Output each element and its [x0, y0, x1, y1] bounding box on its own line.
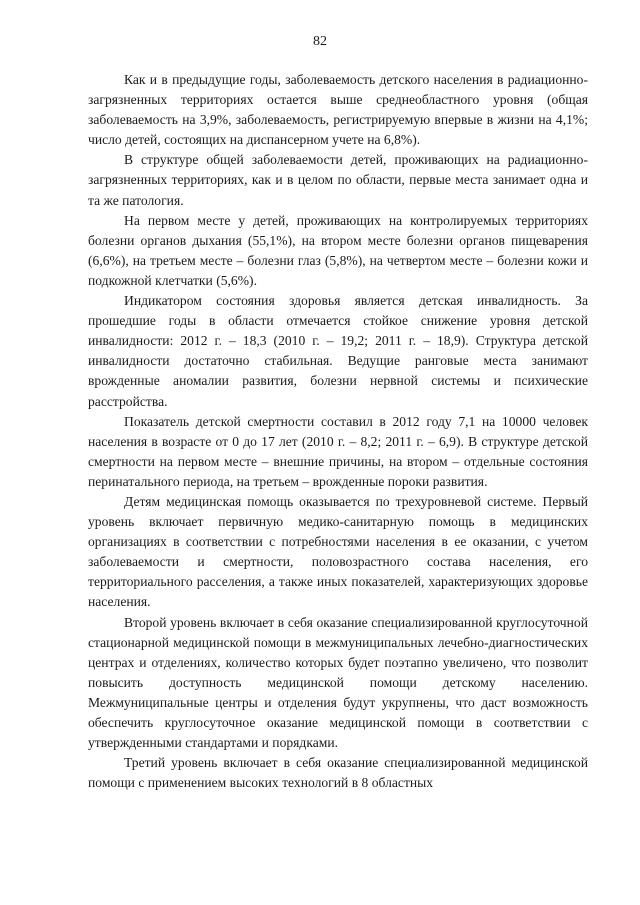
- paragraph: Индикатором состояния здоровья является детская инвалидность. За прошедшие годы в области отмечается стойкое снижение уровня детской инвалидности: 2012 г. – 18,3 (2010 г. – 19,2; 2011 г. – 18,9). Структура детской инвалидности достаточно стабильная. Ведущие ранговые места занимают врожденные аномалии развития, болезни нервной системы и психические расстройства.: [88, 293, 588, 409]
- paragraph: Показатель детской смертности составил в 2012 году 7,1 на 10000 человек населения в возрасте от 0 до 17 лет (2010 г. – 8,2; 2011 г. – 6,9). В структуре детской смертности на первом месте – внешние причины, на втором – отдельные состояния перинатального периода, на третьем – врожденные пороки развития.: [88, 413, 588, 489]
- paragraph: Третий уровень включает в себя оказание специализированной медицинской помощи с применением высоких технологий в 8 областных: [88, 755, 588, 791]
- paragraph: Как и в предыдущие годы, заболеваемость детского населения в радиационно-загрязненных территориях остается выше среднеобластного уровня (общая заболеваемость на 3,9%, заболеваемость, регистрируемую впервые в жизни на 4,1%; число детей, состоящих на диспансерном учете на 6,8%).: [88, 72, 588, 148]
- paragraph: На первом месте у детей, проживающих на контролируемых территориях болезни органов дыхания (55,1%), на втором месте болезни органов пищеварения (6,6%), на третьем месте – болезни глаз (5,8%), на четвертом месте – болезни кожи и подкожной клетчатки (5,6%).: [88, 212, 588, 288]
- document-body: [88, 70, 588, 793]
- paragraph: В структуре общей заболеваемости детей, проживающих на радиационно-загрязненных территориях, как и в целом по области, первые места занимает одна и та же патология.: [88, 152, 588, 208]
- page-number: 82: [313, 34, 327, 49]
- paragraph: Детям медицинская помощь оказывается по трехуровневой системе. Первый уровень включает первичную медико-санитарную помощь в медицинских организациях в соответствии с потребностями населения в ее оказании, с учетом заболеваемости и смертности, половозрастного состава населения, его территориального расселения, а также иных показателей, характеризующих здоровье населения.: [88, 493, 588, 610]
- paragraph: Второй уровень включает в себя оказание специализированной круглосуточной стационарной медицинской помощи в межмуниципальных лечебно-диагностических центрах и отделениях, количество которых будет поэтапно увеличено, что позволит повысить доступность медицинской помощи детскому населению. Межмуниципальные центры и отделения будут укрупнены, что даст возможность обеспечить круглосуточное оказание медицинской помощи в соответствии с утвержденными стандартами и порядками.: [88, 614, 588, 751]
